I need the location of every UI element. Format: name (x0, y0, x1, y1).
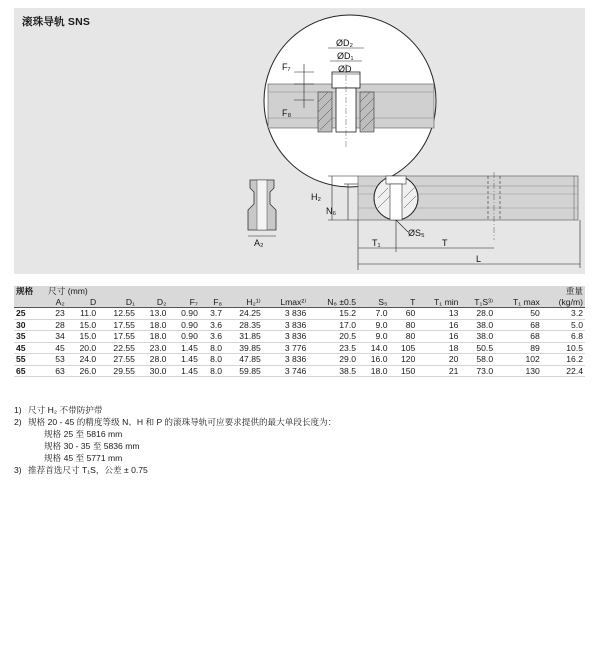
footnote-text: 推荐首选尺寸 T₁S，公差 ± 0.75 (28, 465, 148, 475)
table-header-row-2 (14, 297, 585, 308)
value-cell: 38.5 (308, 365, 358, 377)
value-cell: 30.0 (137, 365, 168, 377)
footnote-subline: 规格 30 - 35 至 5836 mm (44, 441, 140, 451)
footnote-number: 3) (14, 465, 22, 475)
value-cell: 0.90 (168, 319, 199, 331)
label-f7: F₇ (282, 62, 291, 72)
table-row (14, 354, 585, 366)
value-cell: 53 (46, 354, 67, 366)
detail-circle (264, 15, 436, 187)
value-cell: 0.90 (168, 331, 199, 343)
size-cell: 35 (14, 331, 46, 343)
label-od1: ØD₁ (337, 51, 354, 61)
value-cell: 10.5 (542, 342, 585, 354)
header-col: F₈ (200, 297, 224, 308)
size-cell: 55 (14, 354, 46, 366)
header-size: 规格 (14, 286, 46, 297)
value-cell: 9.0 (358, 319, 389, 331)
value-cell: 16.2 (542, 354, 585, 366)
value-cell: 20.5 (308, 331, 358, 343)
header-col: S₅ (358, 297, 389, 308)
header-dimensions: 尺寸 (mm) (46, 286, 542, 297)
label-l: L (476, 254, 482, 264)
header-weight: 重量 (542, 286, 585, 297)
footnote (14, 404, 336, 416)
label-od2: ØD₂ (336, 38, 353, 48)
value-cell: 29.0 (308, 354, 358, 366)
value-cell: 73.0 (460, 365, 495, 377)
value-cell: 6.8 (542, 331, 585, 343)
value-cell: 16 (417, 331, 460, 343)
value-cell: 28 (46, 319, 67, 331)
value-cell: 3 776 (263, 342, 309, 354)
header-col: T₁ max (495, 297, 542, 308)
rail-drawing (14, 8, 585, 274)
value-cell: 8.0 (200, 342, 224, 354)
footnote-subline: 规格 25 至 5816 mm (44, 429, 123, 439)
value-cell: 130 (495, 365, 542, 377)
value-cell: 80 (389, 331, 417, 343)
table-row (14, 365, 585, 377)
header-col: (kg/m) (542, 297, 585, 308)
technical-drawing-panel (14, 8, 585, 274)
value-cell: 28.0 (137, 354, 168, 366)
label-t1: T₁ (372, 238, 381, 248)
size-cell: 65 (14, 365, 46, 377)
header-col: T₁S³⁾ (460, 297, 495, 308)
value-cell: 59.85 (224, 365, 263, 377)
footnote-number: 1) (14, 405, 22, 415)
label-n6: N₆ (326, 206, 337, 216)
value-cell: 89 (495, 342, 542, 354)
value-cell: 20 (417, 354, 460, 366)
value-cell: 18.0 (358, 365, 389, 377)
value-cell: 18.0 (137, 319, 168, 331)
header-col: D₁ (98, 297, 137, 308)
label-t: T (442, 238, 448, 248)
value-cell: 38.0 (460, 319, 495, 331)
value-cell: 23.0 (137, 342, 168, 354)
header-col: Lmax²⁾ (263, 297, 309, 308)
page-title: 滚珠导轨 SNS (22, 16, 91, 28)
value-cell: 5.0 (542, 319, 585, 331)
value-cell: 3.6 (200, 331, 224, 343)
value-cell: 80 (389, 319, 417, 331)
value-cell: 45 (46, 342, 67, 354)
value-cell: 29.55 (98, 365, 137, 377)
value-cell: 3 746 (263, 365, 309, 377)
value-cell: 12.55 (98, 308, 137, 320)
label-a2: A₂ (254, 238, 264, 248)
value-cell: 1.45 (168, 365, 199, 377)
table-row (14, 331, 585, 343)
value-cell: 13.0 (137, 308, 168, 320)
value-cell: 13 (417, 308, 460, 320)
footnote-text: 规格 20 - 45 的精度等级 N、H 和 P 的滚珠导轨可应要求提供的最大单段长度为： (28, 417, 337, 427)
header-col: H₂¹⁾ (224, 297, 263, 308)
footnote-number: 2) (14, 417, 22, 427)
footnote (14, 464, 336, 476)
value-cell: 15.0 (67, 331, 98, 343)
footnote-subline: 规格 45 至 5771 mm (44, 453, 123, 463)
table-header-row-1 (14, 286, 585, 297)
table-row (14, 308, 585, 320)
value-cell: 68 (495, 331, 542, 343)
value-cell: 8.0 (200, 354, 224, 366)
value-cell: 22.55 (98, 342, 137, 354)
header-col: F₇ (168, 297, 199, 308)
value-cell: 50 (495, 308, 542, 320)
size-cell: 30 (14, 319, 46, 331)
size-cell: 25 (14, 308, 46, 320)
value-cell: 105 (389, 342, 417, 354)
table-row (14, 342, 585, 354)
header-col: N₆ ±0.5 (308, 297, 358, 308)
value-cell: 102 (495, 354, 542, 366)
value-cell: 17.55 (98, 319, 137, 331)
value-cell: 1.45 (168, 354, 199, 366)
value-cell: 26.0 (67, 365, 98, 377)
rail-profile (248, 180, 276, 248)
value-cell: 23.5 (308, 342, 358, 354)
value-cell: 120 (389, 354, 417, 366)
value-cell: 7.0 (358, 308, 389, 320)
value-cell: 3 836 (263, 319, 309, 331)
value-cell: 68 (495, 319, 542, 331)
value-cell: 3 836 (263, 354, 309, 366)
value-cell: 15.2 (308, 308, 358, 320)
header-blank (14, 297, 46, 308)
value-cell: 63 (46, 365, 67, 377)
label-od: ØD (338, 64, 352, 74)
size-cell: 45 (14, 342, 46, 354)
value-cell: 3.2 (542, 308, 585, 320)
value-cell: 47.85 (224, 354, 263, 366)
value-cell: 50.5 (460, 342, 495, 354)
value-cell: 58.0 (460, 354, 495, 366)
value-cell: 8.0 (200, 365, 224, 377)
value-cell: 27.55 (98, 354, 137, 366)
value-cell: 9.0 (358, 331, 389, 343)
dimension-table (14, 286, 585, 377)
header-col: D₂ (137, 297, 168, 308)
value-cell: 24.0 (67, 354, 98, 366)
value-cell: 16 (417, 319, 460, 331)
value-cell: 28.0 (460, 308, 495, 320)
value-cell: 24.25 (224, 308, 263, 320)
value-cell: 18.0 (137, 331, 168, 343)
value-cell: 16.0 (358, 354, 389, 366)
value-cell: 15.0 (67, 319, 98, 331)
value-cell: 17.0 (308, 319, 358, 331)
label-h2: H₂ (311, 192, 321, 202)
value-cell: 0.90 (168, 308, 199, 320)
value-cell: 14.0 (358, 342, 389, 354)
table-row (14, 319, 585, 331)
label-f8: F₈ (282, 108, 292, 118)
header-col: A₂ (46, 297, 67, 308)
value-cell: 20.0 (67, 342, 98, 354)
value-cell: 3.6 (200, 319, 224, 331)
value-cell: 60 (389, 308, 417, 320)
header-col: T (389, 297, 417, 308)
value-cell: 150 (389, 365, 417, 377)
value-cell: 17.55 (98, 331, 137, 343)
value-cell: 38.0 (460, 331, 495, 343)
value-cell: 34 (46, 331, 67, 343)
value-cell: 21 (417, 365, 460, 377)
footnote (14, 416, 336, 428)
header-col: T₁ min (417, 297, 460, 308)
value-cell: 3 836 (263, 331, 309, 343)
value-cell: 18 (417, 342, 460, 354)
label-s5: ØS₅ (408, 228, 425, 238)
footnotes (14, 404, 336, 476)
value-cell: 31.85 (224, 331, 263, 343)
value-cell: 22.4 (542, 365, 585, 377)
value-cell: 3.7 (200, 308, 224, 320)
value-cell: 3 836 (263, 308, 309, 320)
value-cell: 28.35 (224, 319, 263, 331)
value-cell: 1.45 (168, 342, 199, 354)
footnote-text: 尺寸 H₂ 不带防护带 (28, 405, 103, 415)
value-cell: 23 (46, 308, 67, 320)
value-cell: 39.85 (224, 342, 263, 354)
value-cell: 11.0 (67, 308, 98, 320)
header-col: D (67, 297, 98, 308)
